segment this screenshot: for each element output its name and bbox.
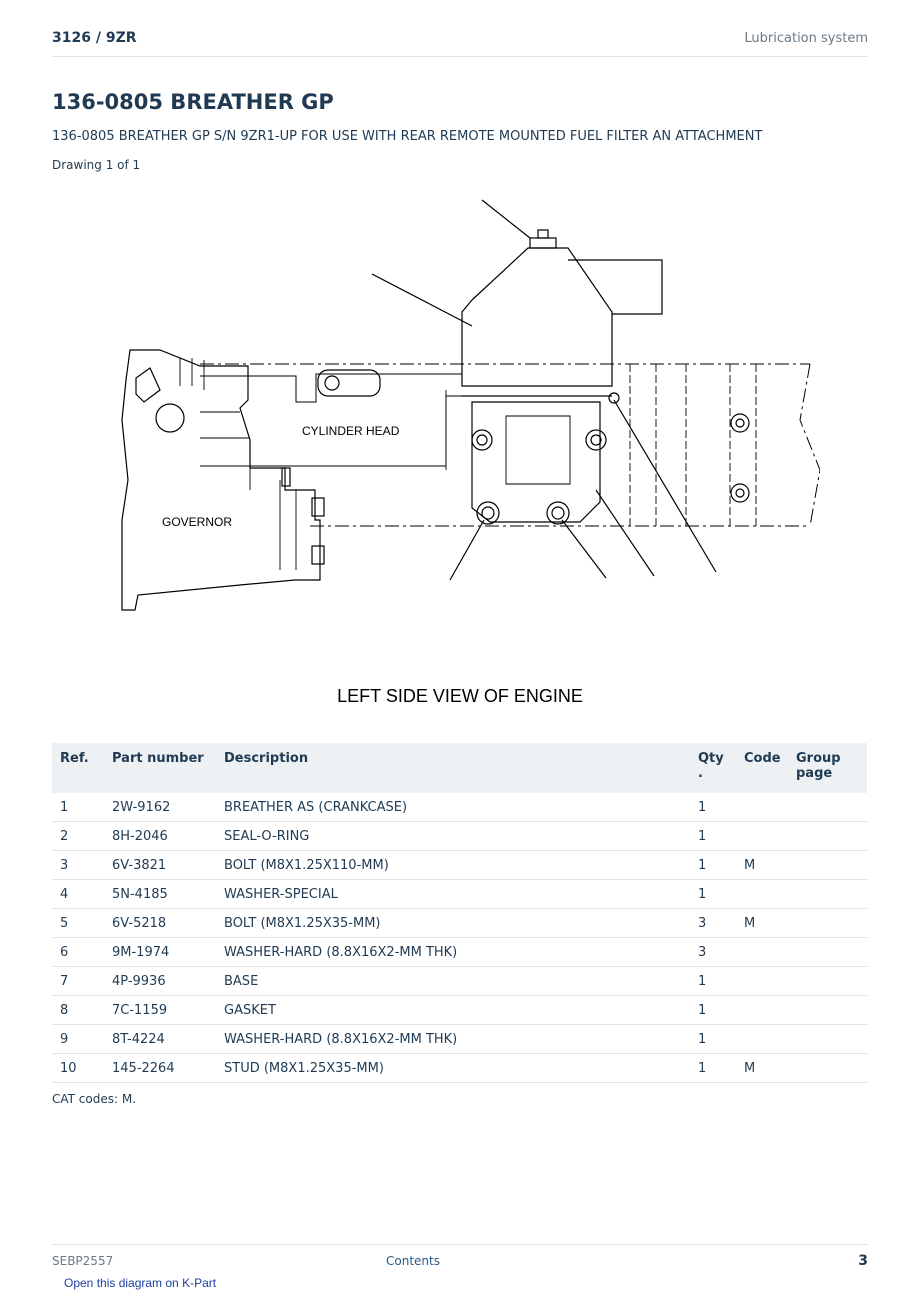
table-row xyxy=(52,1054,867,1083)
part-number-cell: 4P-9936 xyxy=(104,967,216,996)
description-cell: SEAL-O-RING xyxy=(216,822,690,851)
description-cell: WASHER-HARD (8.8X16X2-MM THK) xyxy=(216,938,690,967)
breather-bolt-head xyxy=(530,238,556,248)
ref-cell: 7 xyxy=(52,967,104,996)
code-cell xyxy=(736,996,788,1025)
ref-cell: 6 xyxy=(52,938,104,967)
description-cell: GASKET xyxy=(216,996,690,1025)
qty-cell: 1 xyxy=(690,793,736,822)
group-page-cell xyxy=(788,851,867,880)
page-subtitle: 136-0805 BREATHER GP S/N 9ZR1-UP FOR USE WITH REAR REMOTE MOUNTED FUEL FILTER AN ATTACHMENT xyxy=(52,129,763,144)
qty-cell: 1 xyxy=(690,967,736,996)
header-description: Description xyxy=(216,743,690,793)
cylinder-head-label: CYLINDER HEAD xyxy=(302,424,400,438)
header-part-number: Part number xyxy=(104,743,216,793)
ref-cell: 9 xyxy=(52,1025,104,1054)
part-number-cell: 8T-4224 xyxy=(104,1025,216,1054)
code-cell xyxy=(736,822,788,851)
code-cell xyxy=(736,967,788,996)
group-page-cell xyxy=(788,996,867,1025)
model-label: 3126 / 9ZR xyxy=(52,30,137,46)
code-cell: M xyxy=(736,909,788,938)
description-cell: WASHER-SPECIAL xyxy=(216,880,690,909)
ref-cell: 10 xyxy=(52,1054,104,1083)
qty-cell: 3 xyxy=(690,909,736,938)
qty-cell: 1 xyxy=(690,851,736,880)
ref-cell: 5 xyxy=(52,909,104,938)
part-number-cell: 145-2264 xyxy=(104,1054,216,1083)
code-cell xyxy=(736,1025,788,1054)
breather-base xyxy=(472,402,600,522)
table-row xyxy=(52,938,867,967)
group-page-cell xyxy=(788,1025,867,1054)
header-code: Code xyxy=(736,743,788,793)
page-number: 3 xyxy=(858,1253,868,1269)
ref-cell: 2 xyxy=(52,822,104,851)
section-label: Lubrication system xyxy=(744,31,868,46)
qty-cell: 3 xyxy=(690,938,736,967)
breather-dome xyxy=(462,248,612,386)
governor-label: GOVERNOR xyxy=(162,515,233,529)
part-number-cell: 6V-5218 xyxy=(104,909,216,938)
description-cell: BOLT (M8X1.25X35-MM) xyxy=(216,909,690,938)
table-row xyxy=(52,909,867,938)
group-page-cell xyxy=(788,938,867,967)
group-page-cell xyxy=(788,909,867,938)
group-page-cell xyxy=(788,793,867,822)
qty-cell: 1 xyxy=(690,1054,736,1083)
table-row xyxy=(52,793,867,822)
ref-cell: 8 xyxy=(52,996,104,1025)
qty-cell: 1 xyxy=(690,996,736,1025)
header-group-page: Group page xyxy=(788,743,867,793)
table-row xyxy=(52,967,867,996)
description-cell: BASE xyxy=(216,967,690,996)
engine-diagram xyxy=(100,190,820,670)
code-cell: M xyxy=(736,1054,788,1083)
table-row xyxy=(52,1025,867,1054)
code-cell: M xyxy=(736,851,788,880)
page-header xyxy=(52,28,868,57)
description-cell: STUD (M8X1.25X35-MM) xyxy=(216,1054,690,1083)
group-page-cell xyxy=(788,1054,867,1083)
code-cell xyxy=(736,938,788,967)
group-page-cell xyxy=(788,880,867,909)
part-number-cell: 5N-4185 xyxy=(104,880,216,909)
header-qty: Qty . xyxy=(690,743,736,793)
drawing-count: Drawing 1 of 1 xyxy=(52,158,141,172)
ref-cell: 3 xyxy=(52,851,104,880)
part-number-cell: 6V-3821 xyxy=(104,851,216,880)
qty-cell: 1 xyxy=(690,822,736,851)
ref-cell: 4 xyxy=(52,880,104,909)
group-page-cell xyxy=(788,822,867,851)
page-footer xyxy=(52,1244,868,1275)
part-number-cell: 9M-1974 xyxy=(104,938,216,967)
diagram-caption: LEFT SIDE VIEW OF ENGINE xyxy=(337,686,583,706)
header-ref: Ref. xyxy=(52,743,104,793)
part-number-cell: 7C-1159 xyxy=(104,996,216,1025)
group-page-cell xyxy=(788,967,867,996)
kpart-diagram-link[interactable]: Open this diagram on K-Part xyxy=(64,1276,217,1290)
document-number: SEBP2557 xyxy=(52,1254,114,1268)
description-cell: WASHER-HARD (8.8X16X2-MM THK) xyxy=(216,1025,690,1054)
part-number-cell: 8H-2046 xyxy=(104,822,216,851)
table-row xyxy=(52,822,867,851)
page-title: 136-0805 BREATHER GP xyxy=(52,90,334,114)
table-row xyxy=(52,996,867,1025)
parts-table xyxy=(52,743,867,1083)
code-cell xyxy=(736,880,788,909)
description-cell: BREATHER AS (CRANKCASE) xyxy=(216,793,690,822)
cat-codes-note: CAT codes: M. xyxy=(52,1092,137,1106)
contents-link[interactable]: Contents xyxy=(386,1254,440,1268)
table-header-row xyxy=(52,743,867,793)
table-row xyxy=(52,851,867,880)
table-row xyxy=(52,880,867,909)
description-cell: BOLT (M8X1.25X110-MM) xyxy=(216,851,690,880)
part-number-cell: 2W-9162 xyxy=(104,793,216,822)
qty-cell: 1 xyxy=(690,880,736,909)
ref-cell: 1 xyxy=(52,793,104,822)
qty-cell: 1 xyxy=(690,1025,736,1054)
code-cell xyxy=(736,793,788,822)
